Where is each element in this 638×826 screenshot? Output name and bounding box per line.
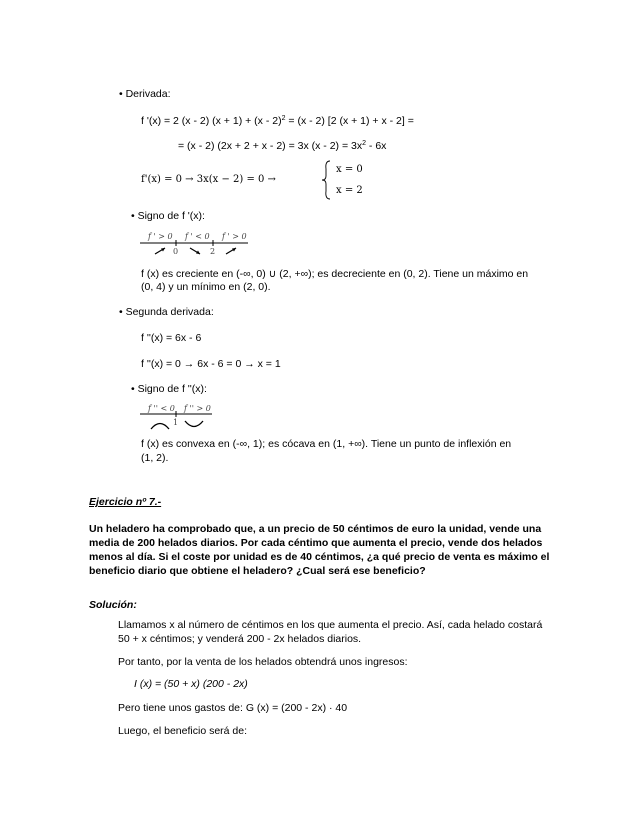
sign-line-second [140, 410, 220, 432]
monotonicity-line-2: (0, 4) y un mínimo en (2, 0). [141, 281, 271, 293]
solution-title: Solución: [89, 599, 137, 611]
exercise-text-line: menos al día. Si el coste por unidad es de 40 céntimos, ¿a qué precio de venta es máximo el [89, 551, 550, 563]
exercise-title: Ejercicio nº 7.- [89, 496, 162, 508]
sign-label: f '' < 0 [148, 404, 175, 413]
system-brace [322, 160, 332, 200]
sign-label: f ' < 0 [185, 232, 210, 241]
sign-point-2: 2 [210, 247, 216, 256]
derivative-heading: • Derivada: [119, 88, 171, 100]
derivative-equation: f'(x) = 0 → 3x(x − 2) = 0 → [141, 174, 276, 185]
solution-line-3: Por tanto, por la venta de los helados obtendrá unos ingresos: [118, 656, 408, 668]
sign-label: f '' > 0 [184, 404, 211, 413]
solution-x2: x = 2 [336, 185, 363, 196]
income-formula: I (x) = (50 + x) (200 - 2x) [134, 678, 248, 690]
derivative-line-1: f '(x) = 2 (x - 2) (x + 1) + (x - 2)$^2$ = (x - 2) [2 (x + 1) + x - 2] = [141, 115, 414, 127]
exercise-text-line: Un heladero ha comprobado que, a un precio de 50 céntimos de euro la unidad, vende una [89, 523, 542, 535]
sign-f2-heading: • Signo de f ''(x): [131, 383, 207, 395]
sign-line-first [140, 238, 250, 258]
exercise-text-line: media de 200 helados diarios. Por cada céntimo que aumenta el precio, vende dos helados [89, 537, 543, 549]
monotonicity-line-1: f (x) es creciente en (-∞, 0) ∪ (2, +∞); es decreciente en (0, 2). Tiene un máximo en [141, 268, 529, 280]
second-derivative-line-1: f ''(x) = 6x - 6 [141, 332, 202, 344]
solution-line-2: 50 + x céntimos; y venderá 200 - 2x helados diarios. [118, 633, 362, 645]
sign-f1-heading: • Signo de f '(x): [131, 210, 205, 222]
sign-point-1: 1 [173, 418, 179, 427]
sign-label: f ' > 0 [148, 232, 173, 241]
convexity-line-1: f (x) es convexa en (-∞, 1); es cócava en (1, +∞). Tiene un punto de inflexión en [141, 438, 512, 450]
convexity-line-2: (1, 2). [141, 452, 169, 464]
second-derivative-line-2: f ''(x) = 0 → 6x - 6 = 0 → x = 1 [141, 358, 281, 370]
sign-point-0: 0 [173, 247, 179, 256]
expenses-line: Pero tiene unos gastos de: G (x) = (200 - 2x) · 40 [118, 702, 348, 714]
exercise-text-line: beneficio diario que obtiene el heladero? ¿Cual será ese beneficio? [89, 565, 426, 577]
second-derivative-heading: • Segunda derivada: [119, 306, 214, 318]
derivative-line-2: = (x - 2) (2x + 2 + x - 2) = 3x $(x - 2) = 3x^2 - 6x$ [178, 140, 387, 152]
solution-x0: x = 0 [336, 164, 363, 175]
profit-line: Luego, el beneficio será de: [118, 725, 248, 737]
solution-line-1: Llamamos x al número de céntimos en los que aumenta el precio. Así, cada helado costará [118, 619, 543, 631]
sign-label: f ' > 0 [222, 232, 247, 241]
